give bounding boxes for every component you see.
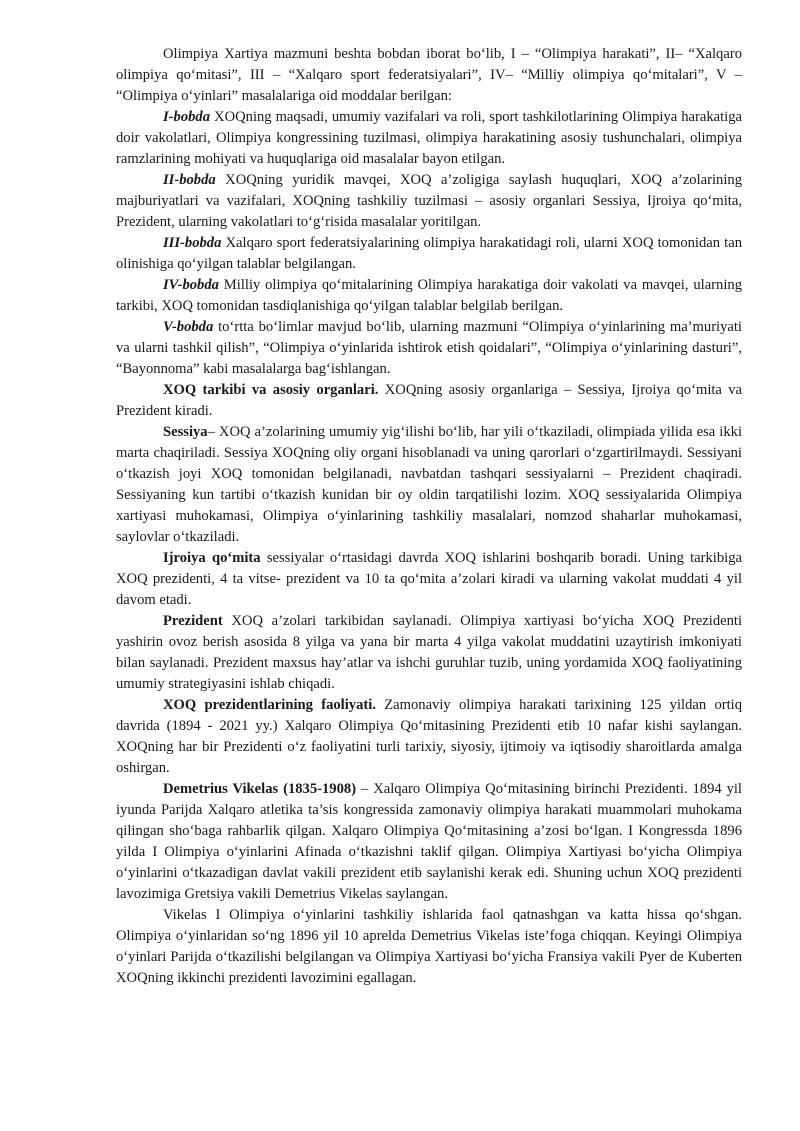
document-page bbox=[116, 44, 742, 989]
paragraph-chapter-2: II-bobda XOQning yuridik mavqei, XOQ a’zoligiga saylash huquqlari, XOQ a’zolarining majburiyatlari va vazifalari, XOQning tashkiliy tuzilmasi – asosiy organlari Sessiya, Ijroiya qoʻmita, Prezident, ularning vakolatlari toʻgʻrisida masalalar yoritilgan. bbox=[116, 172, 742, 230]
chapter-1-heading: I-bobda bbox=[163, 109, 211, 125]
vikelas-heading: Demetrius Vikelas (1835-1908) bbox=[163, 781, 357, 797]
paragraph-vikelas: Demetrius Vikelas (1835-1908) – Xalqaro Olimpiya Qoʻmitasining birinchi Prezidenti. 1894 yil iyunda Parijda Xalqaro atletika ta’sis kongressida zamonaviy olimpiya harakati muammolari muhokama qilingan shoʻbaga rahbarlik qilgan. Xalqaro Olimpiya Qoʻmitasining a’zosi boʻlgan. I Kongressda 1896 yilda I Olimpiya oʻyinlarini Afinada oʻtkazishni taklif qilgan. Olimpiya Xartiyasi boʻyicha Olimpiya oʻyinlarini oʻtkazadigan davlat vakili prezident etib saylanishi kerak edi. Shuning uchun XOQ prezidenti lavozimiga Gretsiya vakili Demetrius Vikelas saylangan. bbox=[116, 781, 742, 902]
paragraph-chapter-1: I-bobda XOQning maqsadi, umumiy vazifalari va roli, sport tashkilotlarining Olimpiya harakatiga doir vakolatlari, Olimpiya kongressining tuzilmasi, olimpiya harakatining asosiy tushunchalari, olimpiya ramzlarining mohiyati va huquqlariga oid masalalar bayon etilgan. bbox=[116, 109, 742, 167]
organs-heading: XOQ tarkibi va asosiy organlari. bbox=[163, 382, 379, 398]
session-heading: Sessiya bbox=[163, 424, 208, 440]
president-heading: Prezident bbox=[163, 613, 223, 629]
paragraph-session: Sessiya– XOQ a’zolarining umumiy yigʻilishi boʻlib, har yili oʻtkaziladi, olimpiada yilida esa ikki marta chaqiriladi. Sessiya XOQning oliy organi hisoblanadi va uning qarorlari oʻzgartirilmaydi. Sessiyani oʻtkazish joyi XOQ tomonidan belgilanadi, navbatdan tashqari sessiyalarni – Prezident chaqiradi. Sessiyaning kun tartibi oʻtkazish kunidan bir oy oldin tarqatilishi lozim. XOQ sessiyalarida Olimpiya xartiyasi muhokamasi, Olimpiya oʻyinlarining tashkiliy masalalari, nomzod shaharlar muhokamasi, saylovlar oʻtkaziladi. bbox=[116, 424, 742, 545]
presidents-activity-heading: XOQ prezidentlarining faoliyati. bbox=[163, 697, 376, 713]
chapter-4-heading: IV-bobda bbox=[163, 277, 219, 293]
chapter-3-heading: III-bobda bbox=[163, 235, 222, 251]
paragraph-organs: XOQ tarkibi va asosiy organlari. XOQning asosiy organlariga – Sessiya, Ijroiya qoʻmita va Prezident kiradi. bbox=[116, 382, 742, 419]
paragraph-intro: Olimpiya Xartiya mazmuni beshta bobdan iborat boʻlib, I – “Olimpiya harakati”, II– “Xalqaro olimpiya qoʻmitasi”, III – “Xalqaro sport federatsiyalari”, IV– “Milliy olimpiya qoʻmitalari”, V – “Olimpiya oʻyinlari” masalalariga oid moddalar berilgan: bbox=[116, 46, 742, 104]
chapter-5-heading: V-bobda bbox=[163, 319, 214, 335]
paragraph-chapter-3: III-bobda Xalqaro sport federatsiyalarining olimpiya harakatidagi roli, ularni XOQ tomonidan tan olinishiga qoʻyilgan talablar belgilangan. bbox=[116, 235, 742, 272]
paragraph-executive-board: Ijroiya qoʻmita sessiyalar oʻrtasidagi davrda XOQ ishlarini boshqarib boradi. Uning tarkibiga XOQ prezidenti, 4 ta vitse- prezident va 10 ta qoʻmita a’zolari kiradi va ularning vakolat muddati 4 yil davom etadi. bbox=[116, 550, 742, 608]
paragraph-chapter-5: V-bobda toʻrtta boʻlimlar mavjud boʻlib, ularning mazmuni “Olimpiya oʻyinlarining ma’muriyati va ularni tashkil qilish”, “Olimpiya oʻyinlarida ishtirok etish qoidalari”, “Olimpiya oʻyinlarining dasturi”, “Bayonnoma” kabi masalalarga bagʻishlangan. bbox=[116, 319, 742, 377]
chapter-2-heading: II-bobda bbox=[163, 172, 216, 188]
paragraph-vikelas-continued: Vikelas I Olimpiya oʻyinlarini tashkiliy ishlarida faol qatnashgan va katta hissa qoʻshgan. Olimpiya oʻyinlaridan soʻng 1896 yil 10 aprelda Demetrius Vikelas iste’foga chiqqan. Keyingi Olimpiya oʻyinlari Parijda oʻtkazilishi belgilangan va Olimpiya Xartiyasi boʻyicha Fransiya vakili Pyer de Kuberten XOQning ikkinchi prezidenti lavozimini egallagan. bbox=[116, 907, 742, 986]
paragraph-chapter-4: IV-bobda Milliy olimpiya qoʻmitalarining Olimpiya harakatiga doir vakolati va mavqei, ularning tarkibi, XOQ tomonidan tasdiqlanishiga qoʻyilgan talablar belgilab berilgan. bbox=[116, 277, 742, 314]
paragraph-president: Prezident XOQ a’zolari tarkibidan saylanadi. Olimpiya xartiyasi boʻyicha XOQ Prezidenti yashirin ovoz berish asosida 8 yilga va yana bir marta 4 yilga vakolat muddatini uzaytirish imkoniyati bilan saylanadi. Prezident maxsus hay’atlar va ishchi guruhlar tuzib, uning yordamida XOQ faoliyatining umumiy strategiyasini ishlab chiqadi. bbox=[116, 613, 742, 692]
executive-board-heading: Ijroiya qoʻmita bbox=[163, 550, 261, 566]
paragraph-presidents-activity: XOQ prezidentlarining faoliyati. Zamonaviy olimpiya harakati tarixining 125 yildan ortiq davrida (1894 - 2021 yy.) Xalqaro Olimpiya Qoʻmitasining Prezidenti etib 10 nafar kishi saylangan. XOQning har bir Prezidenti oʻz faoliyatini turli tarixiy, siyosiy, ijtimoiy va iqtisodiy sharoitlarda amalga oshirgan. bbox=[116, 697, 743, 776]
